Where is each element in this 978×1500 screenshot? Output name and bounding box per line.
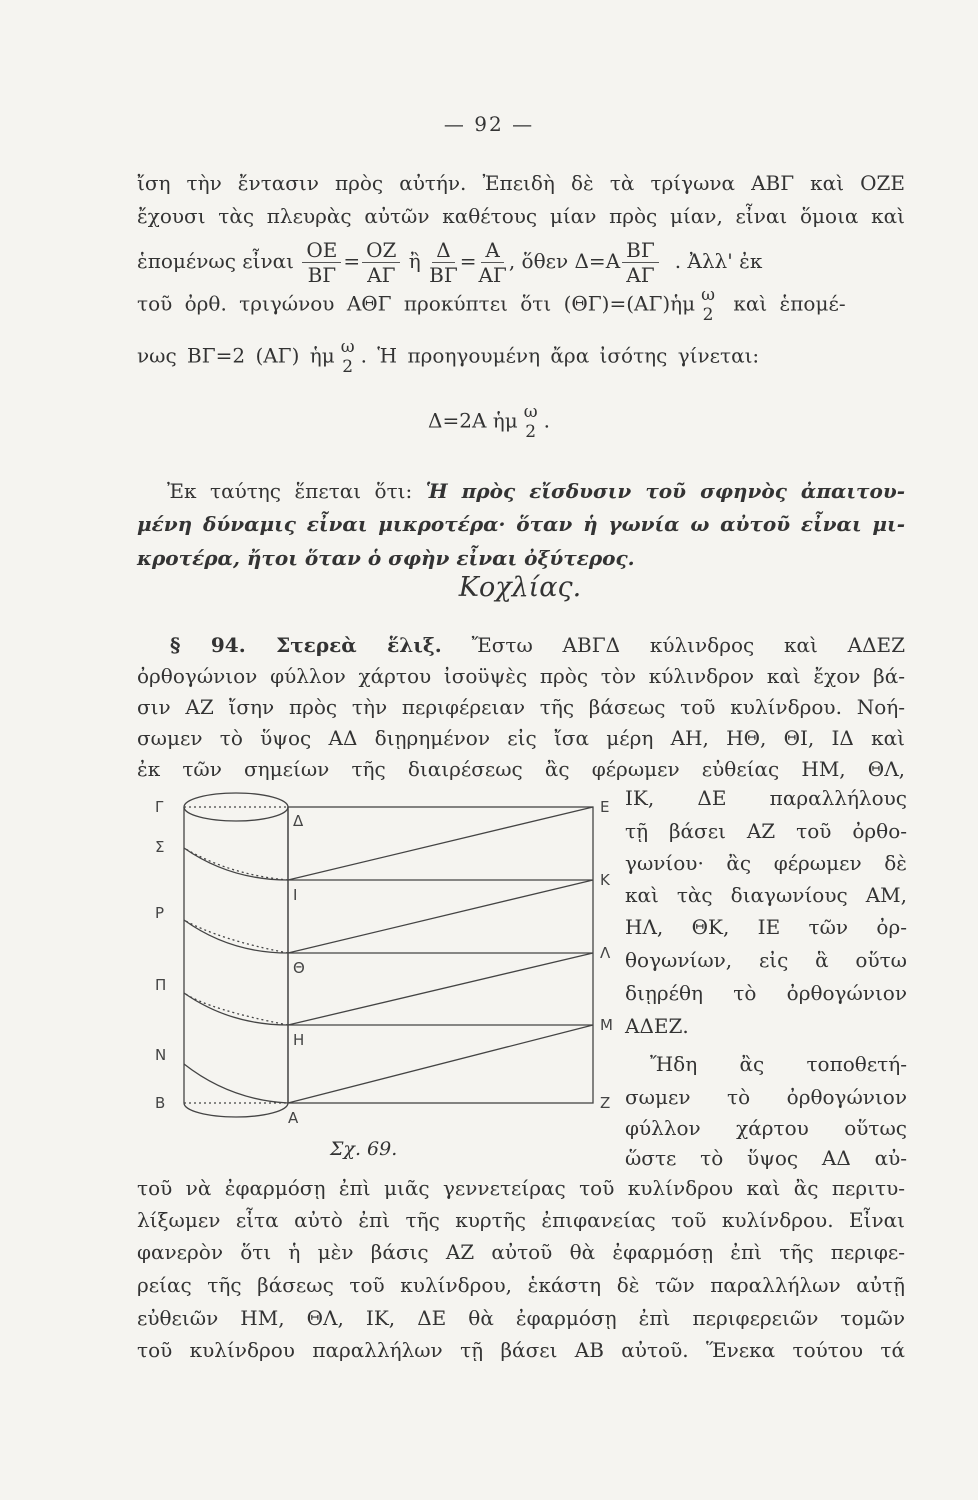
- text: Δ=2Α ἡμ: [428, 408, 518, 433]
- label: Ι: [293, 886, 298, 904]
- page-number: — 92 —: [443, 112, 535, 136]
- text-line: κροτέρα, ἤτοι ὅταν ὁ σφὴν εἶναι ὀξύτερος.: [137, 546, 635, 570]
- section-heading: Κοχλίας.: [458, 572, 582, 603]
- label: Σ: [155, 838, 165, 856]
- text-line: ὀρθογώνιον φύλλον χάρτου ἰσοϋψὲς πρὸς τὸν κύλινδρον καὶ ἔχον βά-: [137, 664, 905, 688]
- text: καὶ ἑπομέ-: [733, 291, 846, 316]
- num: Α: [481, 238, 503, 263]
- text: . Ἡ προηγουμένη ἄρα ἰσότης γίνεται:: [360, 343, 760, 368]
- label: Κ: [600, 871, 610, 889]
- label: Θ: [293, 959, 305, 977]
- text: , ὅθεν Δ=Α: [508, 249, 621, 273]
- rectangle-ADEZ: [288, 807, 593, 1103]
- label: Π: [155, 976, 167, 994]
- label: Β: [155, 1094, 166, 1112]
- text-line: ἴση τὴν ἔντασιν πρὸς αὐτήν. Ἐπειδὴ δὲ τὰ τρίγωνα ΑΒΓ καὶ ΟΖΕ: [137, 171, 905, 195]
- text-line: μένη δύναμις εἶναι μικροτέρα· ὅταν ἡ γωνία ω αὐτοῦ εἶναι μι-: [137, 512, 905, 536]
- num: ω: [523, 402, 538, 422]
- den: ΒΓ: [429, 263, 458, 287]
- num: ΟΕ: [302, 238, 341, 263]
- den: ΑΓ: [478, 263, 507, 287]
- text: . Ἀλλ' ἐκ: [674, 249, 763, 273]
- text-line: τοῦ νὰ ἐφαρμόσῃ ἐπὶ μιᾶς γεννετείρας τοῦ κυλίνδρου καὶ ἂς περιτυ-: [137, 1176, 905, 1200]
- text-line: ὥστε τὸ ὕψος ΑΔ αὐ-: [625, 1146, 907, 1170]
- label: Α: [288, 1109, 299, 1127]
- text-line: σωμεν τὸ ὕψος ΑΔ διῃρημένον εἰς ἴσα μέρη ΑΗ, ΗΘ, ΘΙ, ΙΔ καὶ: [137, 726, 905, 750]
- text-line: φύλλον χάρτου οὕτως: [625, 1116, 907, 1140]
- helix-front-curves: [184, 848, 288, 1103]
- label: Δ: [293, 812, 304, 830]
- label: Ν: [155, 1046, 167, 1064]
- den: 2: [342, 357, 354, 377]
- num: ΟΖ: [362, 238, 400, 263]
- diagonal-HL: [288, 953, 593, 1025]
- label: Μ: [600, 1016, 613, 1034]
- num: Δ: [432, 238, 454, 263]
- num: ω: [340, 337, 355, 357]
- den: 2: [702, 305, 714, 325]
- diagonal-TK: [288, 880, 593, 953]
- num: ω: [701, 285, 715, 305]
- text-line: λίξωμεν εἶτα αὐτὸ ἐπὶ τῆς κυρτῆς ἐπιφανείας τοῦ κυλίνδρου. Εἶναι: [137, 1208, 905, 1232]
- text-line: ρείας τῆς βάσεως τοῦ κυλίνδρου, ἑκάστη δὲ τῶν παραλλήλων αὐτῇ: [137, 1273, 905, 1297]
- text: νως ΒΓ=2 (ΑΓ) ἡμ: [137, 343, 335, 368]
- text-line: ἐκ τῶν σημείων τῆς διαιρέσεως ἂς φέρωμεν εὐθείας ΗΜ, ΘΛ,: [137, 757, 905, 781]
- emphasis: Ἡ πρὸς εἴσδυσιν τοῦ σφηνὸς ἀπαιτου-: [425, 479, 906, 503]
- text-line: σιν ΑΖ ἴσην πρὸς τὴν περιφέρειαν τῆς βάσεως τοῦ κυλίνδρου. Νοή-: [137, 695, 905, 719]
- text: τοῦ ὀρθ. τριγώνου ΑΘΓ προκύπτει ὅτι (ΘΓ)=(ΑΓ)ἡμ: [137, 291, 696, 316]
- text-line: Ἤδη ἂς τοποθετή-: [650, 1052, 907, 1076]
- label: Γ: [155, 798, 164, 816]
- diagonal-IE: [288, 807, 593, 880]
- figure-caption: Σχ. 69.: [330, 1138, 398, 1160]
- text-line: διῃρέθη τὸ ὀρθογώνιον: [625, 981, 907, 1005]
- text-line: ΑΔΕΖ.: [625, 1014, 689, 1038]
- diagonal-AM: [288, 1025, 593, 1103]
- cylinder-bottom: [184, 1103, 288, 1117]
- label: Ρ: [155, 904, 165, 922]
- helix-hidden-curves: [184, 848, 288, 1025]
- text-line: φανερὸν ὅτι ἡ μὲν βάσις ΑΖ αὐτοῦ θὰ ἐφαρμόσῃ ἐπὶ τῆς περιφε-: [137, 1240, 905, 1264]
- text-line: καὶ τὰς διαγωνίους ΑΜ,: [625, 883, 907, 907]
- equals: =: [343, 249, 361, 273]
- text-line: ἔχουσι τὰς πλευρὰς αὐτῶν καθέτους μίαν πρὸς μίαν, εἶναι ὅμοια καὶ: [137, 204, 905, 228]
- text-line: σωμεν τὸ ὀρθογώνιον: [625, 1085, 907, 1109]
- text: ἢ: [408, 249, 421, 273]
- num: ΒΓ: [622, 238, 659, 263]
- label: Λ: [600, 944, 611, 962]
- text-line: γωνίου· ἂς φέρωμεν δὲ: [625, 851, 907, 875]
- text: .: [543, 408, 550, 433]
- text-line: τοῦ κυλίνδρου παραλλήλων τῇ βάσει ΑΒ αὐτοῦ. Ἕνεκα τούτου τά: [137, 1338, 905, 1362]
- text-line: τῇ βάσει ΑΖ τοῦ ὀρθο-: [625, 819, 907, 843]
- equals: =: [459, 249, 477, 273]
- text-line: ΗΛ, ΘΚ, ΙΕ τῶν ὀρ-: [625, 915, 907, 939]
- den: ΑΓ: [367, 263, 396, 287]
- label: Η: [293, 1031, 305, 1049]
- label: Ζ: [600, 1094, 611, 1112]
- text: ἑπομένως εἶναι: [137, 249, 295, 273]
- text: Ἐκ ταύτης ἕπεται ὅτι:: [167, 479, 426, 503]
- text: Ἔστω ΑΒΓΔ κύλινδρος καὶ ΑΔΕΖ: [471, 633, 906, 657]
- label: Ε: [600, 798, 610, 816]
- text-line: θογωνίων, εἰς ἃ οὕτω: [625, 948, 907, 972]
- den: ΒΓ: [307, 263, 337, 287]
- text-line: ΙΚ, ΔΕ παραλλήλους: [625, 786, 907, 810]
- den: ΑΓ: [626, 263, 655, 287]
- section-number: § 94. Στερεὰ ἕλιξ.: [170, 633, 442, 657]
- den: 2: [525, 422, 537, 442]
- text-line: εὐθειῶν ΗΜ, ΘΛ, ΙΚ, ΔΕ θὰ ἐφαρμόσῃ ἐπὶ περιφερειῶν τομῶν: [137, 1306, 905, 1330]
